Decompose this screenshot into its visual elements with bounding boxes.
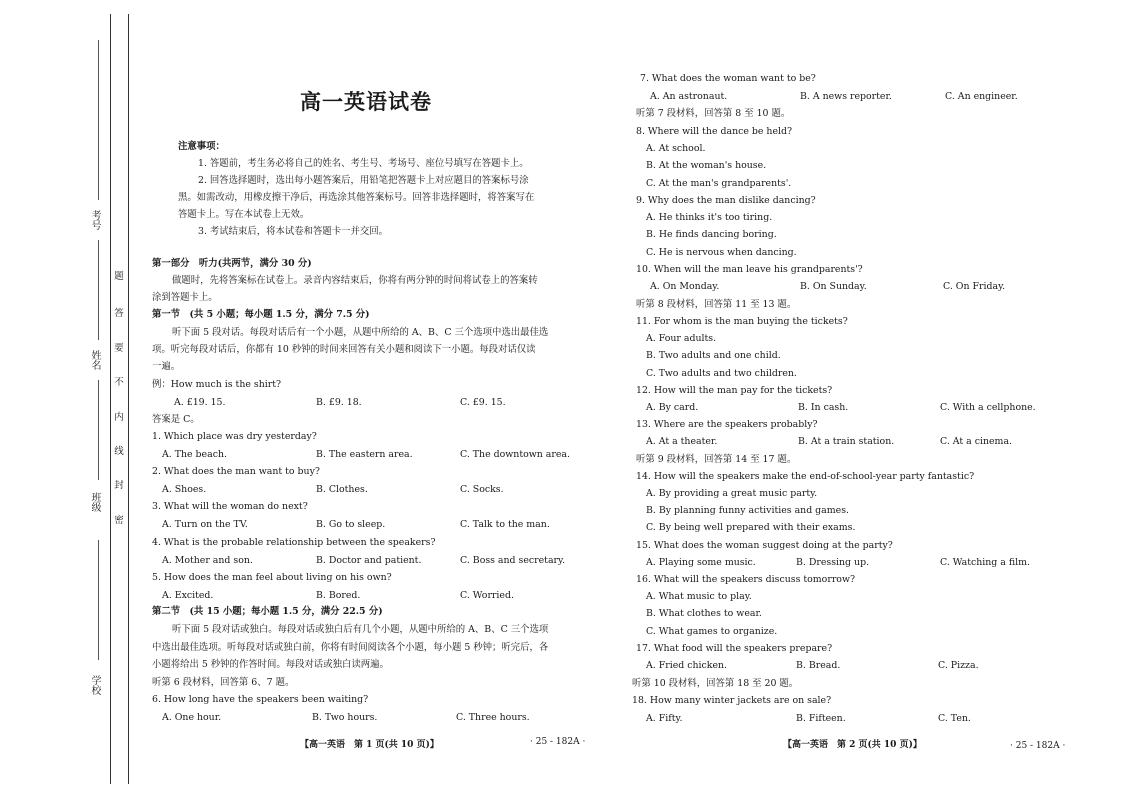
notice-line: 3. 考试结束后，将本试卷和答题卡一并交回。 xyxy=(198,226,389,237)
option: A. Mother and son. xyxy=(162,555,253,566)
option: C. Socks. xyxy=(460,484,504,495)
option: A. Fried chicken. xyxy=(646,660,728,671)
option: A. By providing a great music party. xyxy=(646,488,818,499)
field-line-name xyxy=(98,240,99,340)
option: C. By being well prepared with their exams. xyxy=(646,522,856,533)
option: B. Two hours. xyxy=(312,712,378,723)
option: C. Boss and secretary. xyxy=(460,555,566,566)
material-heading: 听第 6 段材料，回答第 6、7 题。 xyxy=(152,677,295,688)
option: C. £9. 15. xyxy=(460,397,506,408)
section2-intro: 听下面 5 段对话或独白。每段对话或独白后有几个小题，从题中所给的 A、B、C 三个选项 xyxy=(172,624,549,635)
question: 6. How long have the speakers been waiting? xyxy=(152,694,369,705)
label-school: 学校 xyxy=(89,675,100,695)
question: 8. Where will the dance be held? xyxy=(636,126,793,137)
option: B. On Sunday. xyxy=(800,281,867,292)
option: B. £9. 18. xyxy=(316,397,362,408)
question: 16. What will the speakers discuss tomorrow? xyxy=(636,574,855,585)
option: B. In cash. xyxy=(798,402,849,413)
option: A. One hour. xyxy=(162,712,222,723)
option: B. He finds dancing boring. xyxy=(646,229,777,240)
material-heading: 听第 8 段材料，回答第 11 至 13 题。 xyxy=(636,299,797,310)
option: A. By card. xyxy=(646,402,699,413)
option: B. At the woman's house. xyxy=(646,160,767,171)
question: 15. What does the woman suggest doing at the party? xyxy=(636,540,893,551)
question: 11. For whom is the man buying the tickets? xyxy=(636,316,848,327)
option: C. Ten. xyxy=(938,713,971,724)
option: A. An astronaut. xyxy=(650,91,728,102)
question: 4. What is the probable relationship between the speakers? xyxy=(152,537,436,548)
margin-line-outer xyxy=(110,14,111,784)
option: A. The beach. xyxy=(162,449,227,460)
option: B. By planning funny activities and games. xyxy=(646,505,849,516)
field-line-school xyxy=(98,540,99,660)
option: C. Pizza. xyxy=(938,660,979,671)
seal-char: 密 xyxy=(114,515,124,526)
option: B. The eastern area. xyxy=(316,449,413,460)
option: C. At the man's grandparents'. xyxy=(646,178,792,189)
option: B. Fifteen. xyxy=(796,713,846,724)
question: 1. Which place was dry yesterday? xyxy=(152,431,317,442)
seal-char: 要 xyxy=(114,343,124,354)
option: A. Playing some music. xyxy=(646,557,756,568)
notice-line: 答题卡上。写在本试卷上无效。 xyxy=(178,209,310,220)
seal-char: 不 xyxy=(114,377,124,388)
label-exam-number: 考号 xyxy=(89,210,100,230)
page-footer-left: 【高一英语 第 1 页(共 10 页)】 xyxy=(300,740,439,750)
option: B. At a train station. xyxy=(798,436,895,447)
material-heading: 听第 9 段材料，回答第 14 至 17 题。 xyxy=(636,454,797,465)
option: A. Shoes. xyxy=(162,484,207,495)
part1-intro: 做题时，先将答案标在试卷上。录音内容结束后，你将有两分钟的时间将试卷上的答案转 xyxy=(172,275,538,286)
option: B. Clothes. xyxy=(316,484,368,495)
option: B. Go to sleep. xyxy=(316,519,386,530)
section2-intro: 小题将给出 5 秒钟的作答时间。每段对话或独白读两遍。 xyxy=(152,659,389,670)
page-code-left: · 25 - 182A · xyxy=(530,737,586,747)
option: C. An engineer. xyxy=(945,91,1018,102)
option: B. Doctor and patient. xyxy=(316,555,422,566)
question: 10. When will the man leave his grandparents'? xyxy=(636,264,863,275)
option: C. Watching a film. xyxy=(940,557,1030,568)
part1-intro: 涂到答题卡上。 xyxy=(152,292,218,303)
option: B. A news reporter. xyxy=(800,91,892,102)
option: C. With a cellphone. xyxy=(940,402,1036,413)
option: A. What music to play. xyxy=(646,591,752,602)
option: C. At a cinema. xyxy=(940,436,1013,447)
section1-intro: 一遍。 xyxy=(152,361,181,372)
question: 17. What food will the speakers prepare? xyxy=(636,643,833,654)
option: C. The downtown area. xyxy=(460,449,570,460)
seal-char: 线 xyxy=(114,446,124,457)
seal-char: 内 xyxy=(114,412,124,423)
option: A. At a theater. xyxy=(646,436,718,447)
material-heading: 听第 10 段材料，回答第 18 至 20 题。 xyxy=(632,678,799,689)
label-name: 姓名 xyxy=(89,350,100,370)
notice-heading: 注意事项： xyxy=(178,141,225,152)
part1-heading: 第一部分 听力(共两节，满分 30 分) xyxy=(152,258,312,269)
option: B. Bored. xyxy=(316,590,361,601)
question: 5. How does the man feel about living on his own? xyxy=(152,572,392,583)
question: 2. What does the man want to buy? xyxy=(152,466,320,477)
option: B. Dressing up. xyxy=(796,557,870,568)
option: A. £19. 15. xyxy=(174,397,226,408)
question: 12. How will the man pay for the tickets? xyxy=(636,385,833,396)
option: C. On Friday. xyxy=(943,281,1006,292)
section1-heading: 第一节 (共 5 小题；每小题 1.5 分，满分 7.5 分) xyxy=(152,309,370,320)
margin-line-inner xyxy=(128,14,129,784)
section2-heading: 第二节 (共 15 小题；每小题 1.5 分，满分 22.5 分) xyxy=(152,606,383,617)
page-footer-right: 【高一英语 第 2 页(共 10 页)】 xyxy=(783,740,922,750)
notice-line: 1. 答题前，考生务必将自己的姓名、考生号、考场号、座位号填写在答题卡上。 xyxy=(198,158,529,169)
option: A. Fifty. xyxy=(646,713,683,724)
notice-line: 黑。如需改动，用橡皮擦干净后，再选涂其他答案标号。回答非选择题时，将答案写在 xyxy=(178,192,535,203)
binding-margin xyxy=(0,0,140,794)
example-question: 例：How much is the shirt? xyxy=(152,379,282,390)
option: A. He thinks it's too tiring. xyxy=(646,212,773,223)
question: 3. What will the woman do next? xyxy=(152,501,308,512)
question: 13. Where are the speakers probably? xyxy=(636,419,818,430)
seal-char: 答 xyxy=(114,308,124,319)
option: C. Worried. xyxy=(460,590,514,601)
seal-char: 题 xyxy=(114,271,124,282)
option: C. What games to organize. xyxy=(646,626,778,637)
question: 14. How will the speakers make the end-of-school-year party fantastic? xyxy=(636,471,975,482)
question: 9. Why does the man dislike dancing? xyxy=(636,195,816,206)
option: C. Two adults and two children. xyxy=(646,368,797,379)
page-code-right: · 25 - 182A · xyxy=(1010,741,1066,751)
example-answer: 答案是 C。 xyxy=(152,414,200,425)
field-line-class xyxy=(98,380,99,480)
section2-intro: 中选出最佳选项。听每段对话或独白前，你将有时间阅读各个小题，每小题 5 秒钟；听完后，各 xyxy=(152,642,549,653)
option: A. Excited. xyxy=(162,590,214,601)
seal-char: 封 xyxy=(114,480,124,491)
section1-intro: 听下面 5 段对话。每段对话后有一个小题，从题中所给的 A、B、C 三个选项中选出最佳选 xyxy=(172,327,549,338)
material-heading: 听第 7 段材料，回答第 8 至 10 题。 xyxy=(636,108,791,119)
option: B. Two adults and one child. xyxy=(646,350,781,361)
option: B. What clothes to wear. xyxy=(646,608,762,619)
option: C. Talk to the man. xyxy=(460,519,550,530)
option: C. He is nervous when dancing. xyxy=(646,247,797,258)
page-title: 高一英语试卷 xyxy=(300,90,432,114)
section1-intro: 项。听完每段对话后，你都有 10 秒钟的时间来回答有关小题和阅读下一小题。每段对话仅读 xyxy=(152,344,536,355)
option: A. Four adults. xyxy=(646,333,717,344)
field-line-exam-number xyxy=(98,40,99,200)
option: B. Bread. xyxy=(796,660,841,671)
label-class: 班级 xyxy=(89,492,100,512)
option: A. At school. xyxy=(646,143,706,154)
option: A. On Monday. xyxy=(650,281,720,292)
question: 18. How many winter jackets are on sale? xyxy=(632,695,832,706)
question: 7. What does the woman want to be? xyxy=(640,73,816,84)
option: A. Turn on the TV. xyxy=(162,519,248,530)
option: C. Three hours. xyxy=(456,712,530,723)
notice-line: 2. 回答选择题时，选出每小题答案后，用铅笔把答题卡上对应题目的答案标号涂 xyxy=(198,175,529,186)
